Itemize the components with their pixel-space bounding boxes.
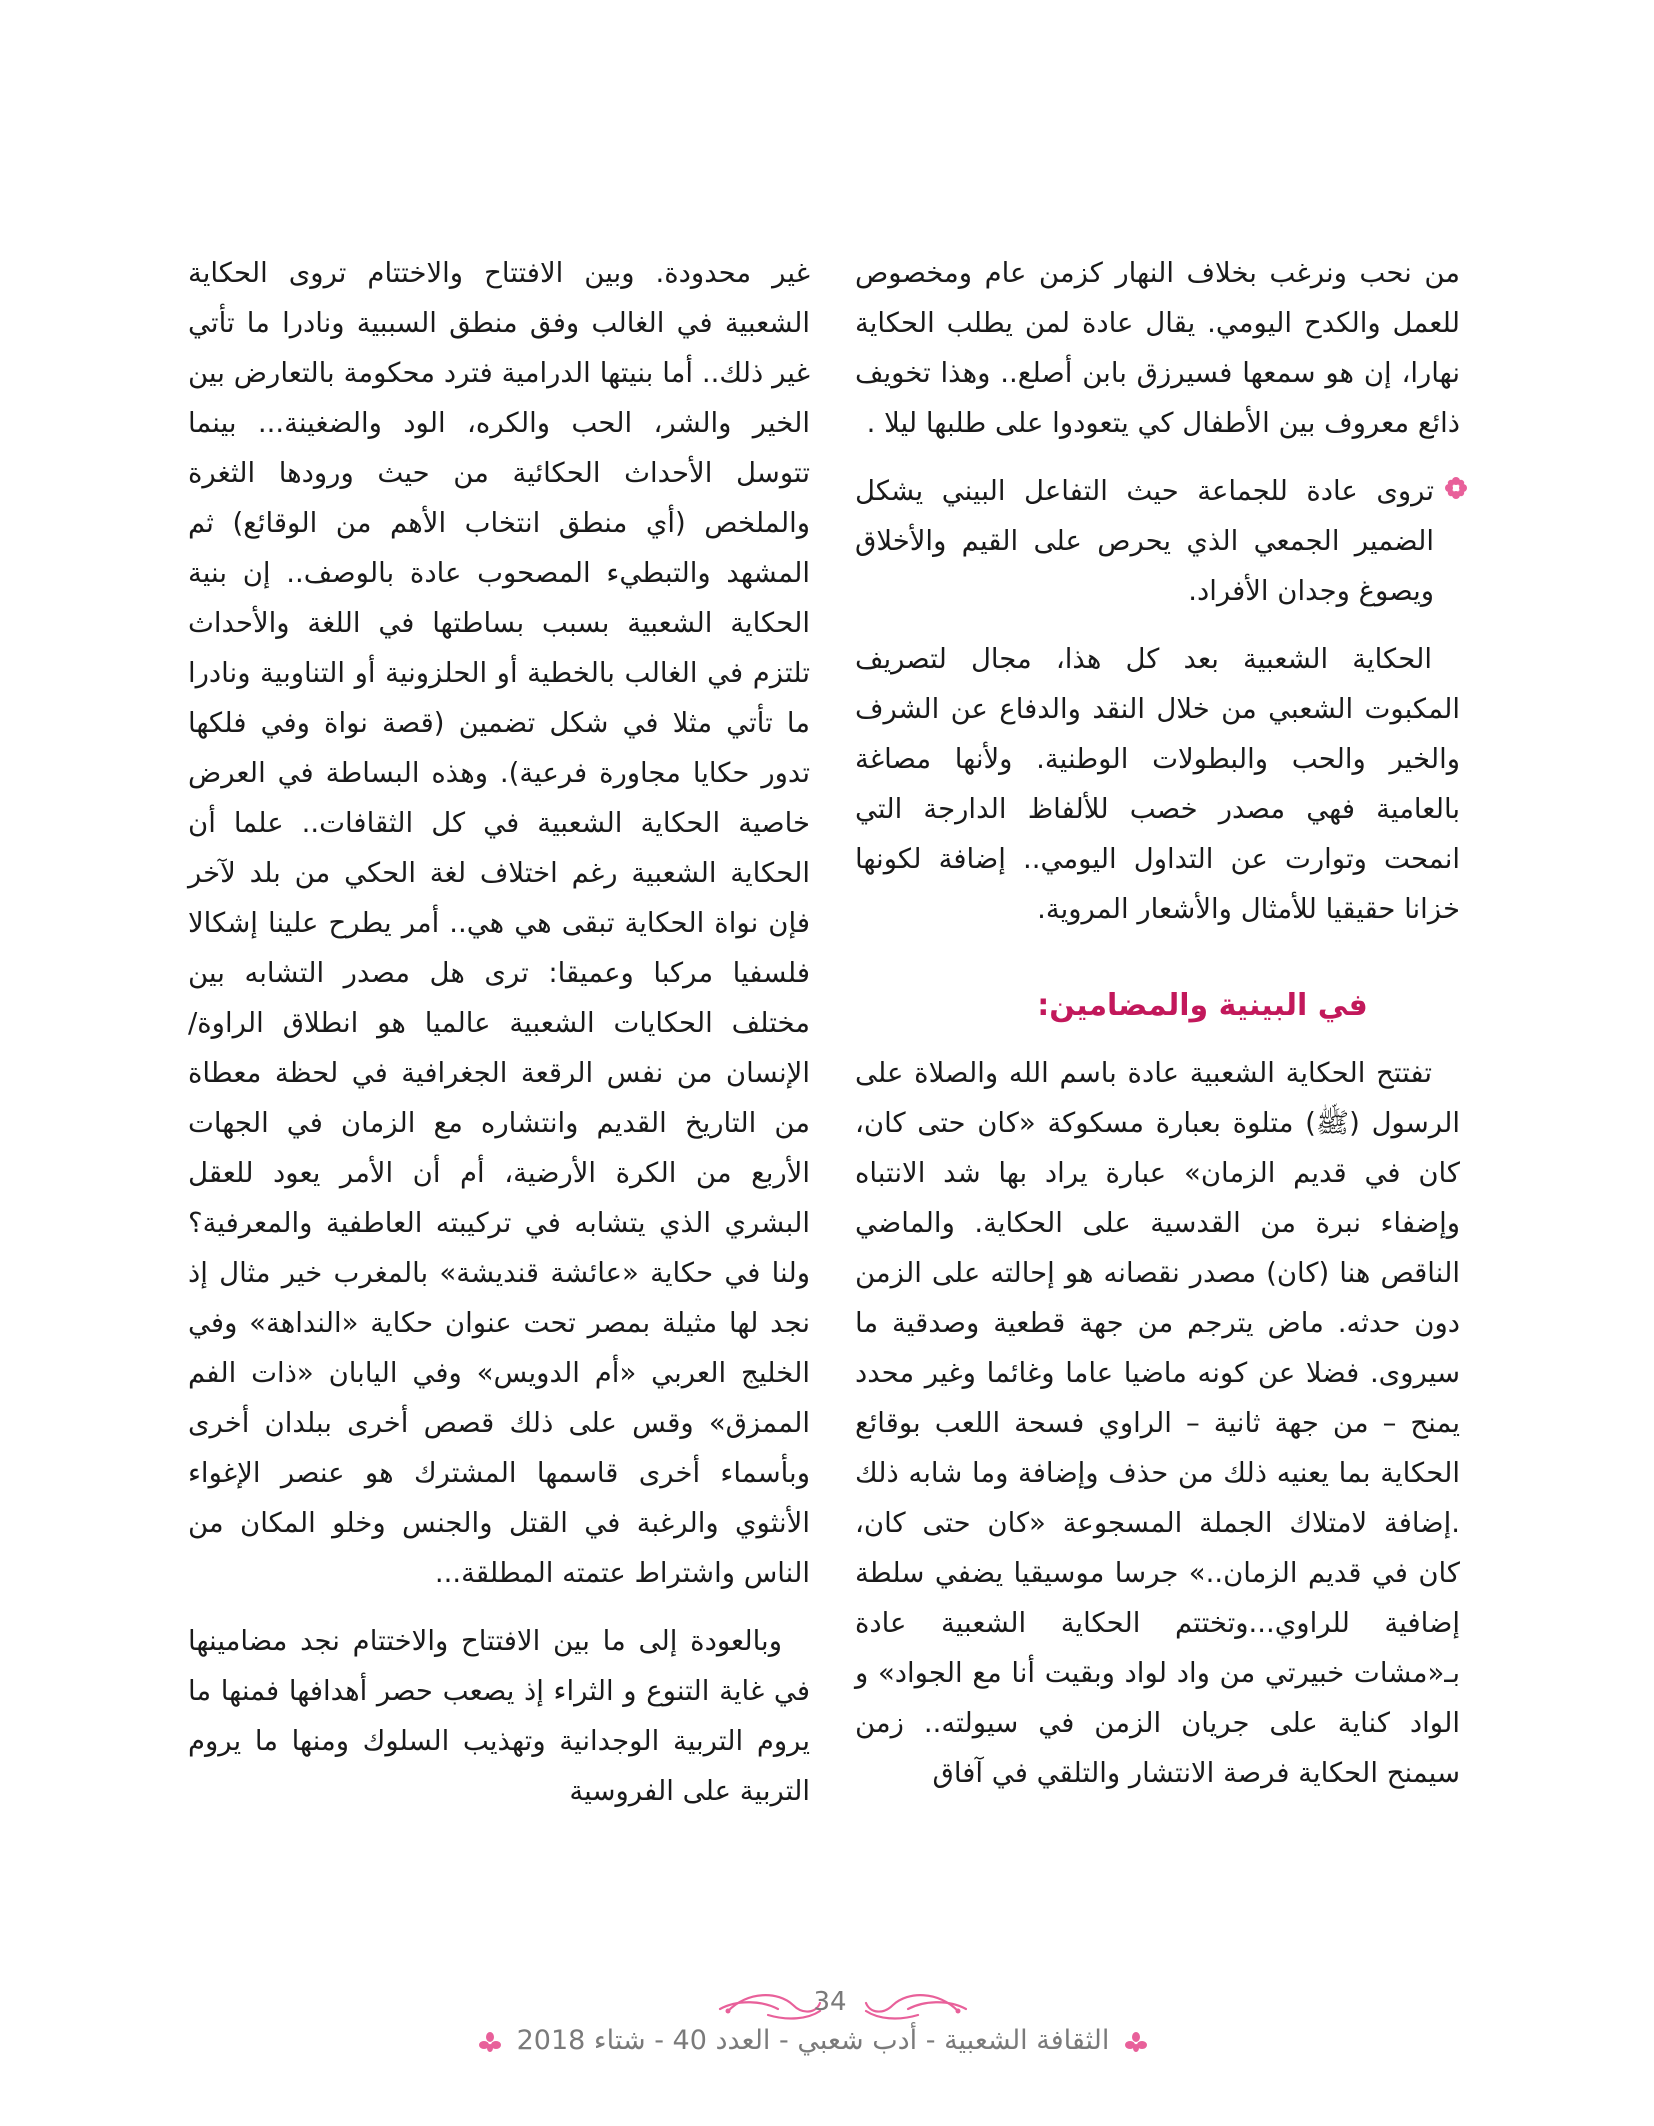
page-footer bbox=[0, 1985, 1654, 2095]
right-paragraph-3: تفتتح الحكاية الشعبية عادة باسم الله والصلاة على الرسول (ﷺ) متلوة بعبارة مسكوكة «كان حتى كان، كان في قديم الزمان» عبارة يراد بها شد الانتباه وإضفاء نبرة من القدسية على الحكاية. والماضي الناقص هنا (كان) مصدر نقصانه هو إحالته على الزمن دون حدثه. ماض يترجم من جهة قطعية وصدقية ما سيروى. فضلا عن كونه ماضيا عاما وغائما وغير محدد يمنح – من جهة ثانية – الراوي فسحة اللعب بوقائع الحكاية بما يعنيه ذلك من حذف وإضافة وما شابه ذلك .إضافة لامتلاك الجملة المسجوعة «كان حتى كان، كان في قديم الزمان..» جرسا موسيقيا يضفي سلطة إضافية للراوي...وتختتم الحكاية الشعبية عادة بـ«مشات خبيرتي من واد لواد وبقيت أنا مع الجواد» و الواد كناية على جريان الزمن في سيولته.. زمن سيمنح الحكاية فرصة الانتشار والتلقي في آفاق bbox=[855, 1057, 1460, 1789]
left-paragraph-1: غير محدودة. وبين الافتتاح والاختتام تروى الحكاية الشعبية في الغالب وفق منطق السببية ونادرا ما تأتي غير ذلك.. أما بنيتها الدرامية فترد محكومة بالتعارض بين الخير والشر، الحب والكره، الود والضغينة... بينما تتوسل الأحداث الحكائية من حيث ورودها الثغرة والملخص (أي منطق انتخاب الأهم من الوقائع) ثم المشهد والتبطيء المصحوب عادة بالوصف.. إن بنية الحكاية الشعبية بسبب بساطتها في اللغة والأحداث تلتزم في الغالب بالخطية أو الحلزونية أو التناوبية ونادرا ما تأتي مثلا في شكل تضمين (قصة نواة وفي فلكها تدور حكايا مجاورة فرعية). وهذه البساطة في العرض خاصية الحكاية الشعبية في كل الثقافات.. علما أن الحكاية الشعبية رغم اختلاف لغة الحكي من بلد لآخر فإن نواة الحكاية تبقى هي هي.. أمر يطرح علينا إشكالا فلسفيا مركبا وعميقا: ترى هل مصدر التشابه بين مختلف الحكايات الشعبية عالميا هو انطلاق الراوة/الإنسان من نفس الرقعة الجغرافية في لحظة معطاة من التاريخ القديم وانتشاره مع الزمان في الجهات الأربع من الكرة الأرضية، أم أن الأمر يعود للعقل البشري الذي يتشابه في تركيبته العاطفية والمعرفية؟ ولنا في حكاية «عائشة قنديشة» بالمغرب خير مثال إذ نجد لها مثيلة بمصر تحت عنوان حكاية «النداهة» وفي الخليج العربي «أم الدويس» وفي اليابان «ذات الفم الممزق» وقس على ذلك قصص أخرى ببلدان أخرى وبأسماء أخرى قاسمها المشترك هو عنصر الإغواء الأنثوي والرغبة في القتل والجنس وخلو المكان من الناس واشتراط عتمته المطلقة... bbox=[188, 257, 810, 1589]
section-heading: في البينية والمضامين: bbox=[1037, 988, 1368, 1023]
bullet-text: تروى عادة للجماعة حيث التفاعل البيني يشكل الضمير الجمعي الذي يحرص على القيم والأخلاق ويصوغ وجدان الأفراد. bbox=[855, 475, 1434, 607]
right-column bbox=[855, 248, 1460, 1816]
publication-line bbox=[500, 2025, 1154, 2056]
flower-bullet-icon bbox=[1444, 476, 1468, 500]
flower-icon-right bbox=[1124, 2031, 1148, 2053]
flower-icon-left bbox=[478, 2031, 502, 2053]
page-number: 34 bbox=[813, 1987, 847, 2017]
bullet-item bbox=[855, 466, 1460, 616]
right-paragraph-1: من نحب ونرغب بخلاف النهار كزمن عام ومخصوص للعمل والكدح اليومي. يقال عادة لمن يطلب الحكاية نهارا، إن هو سمعها فسيرزق بابن أصلع.. وهذا تخويف ذائع معروف بين الأطفال كي يتعودوا على طلبها ليلا . bbox=[855, 257, 1460, 439]
left-paragraph-2: وبالعودة إلى ما بين الافتتاح والاختتام نجد مضامينها في غاية التنوع و الثراء إذ يصعب حصر أهدافها فمنها ما يروم التربية الوجدانية وتهذيب السلوك ومنها ما يروم التربية على الفروسية bbox=[188, 1625, 810, 1807]
right-paragraph-2: الحكاية الشعبية بعد كل هذا، مجال لتصريف المكبوت الشعبي من خلال النقد والدفاع عن الشرف والخير والحب والبطولات الوطنية. ولأنها مصاغة بالعامية فهي مصدر خصب للألفاظ الدارجة التي انمحت وتوارت عن التداول اليومي.. إضافة لكونها خزانا حقيقيا للأمثال والأشعار المروية. bbox=[855, 643, 1460, 925]
publication-text: الثقافة الشعبية - أدب شعبي - العدد 40 - شتاء 2018 bbox=[516, 2025, 1110, 2056]
left-column bbox=[188, 248, 810, 1834]
